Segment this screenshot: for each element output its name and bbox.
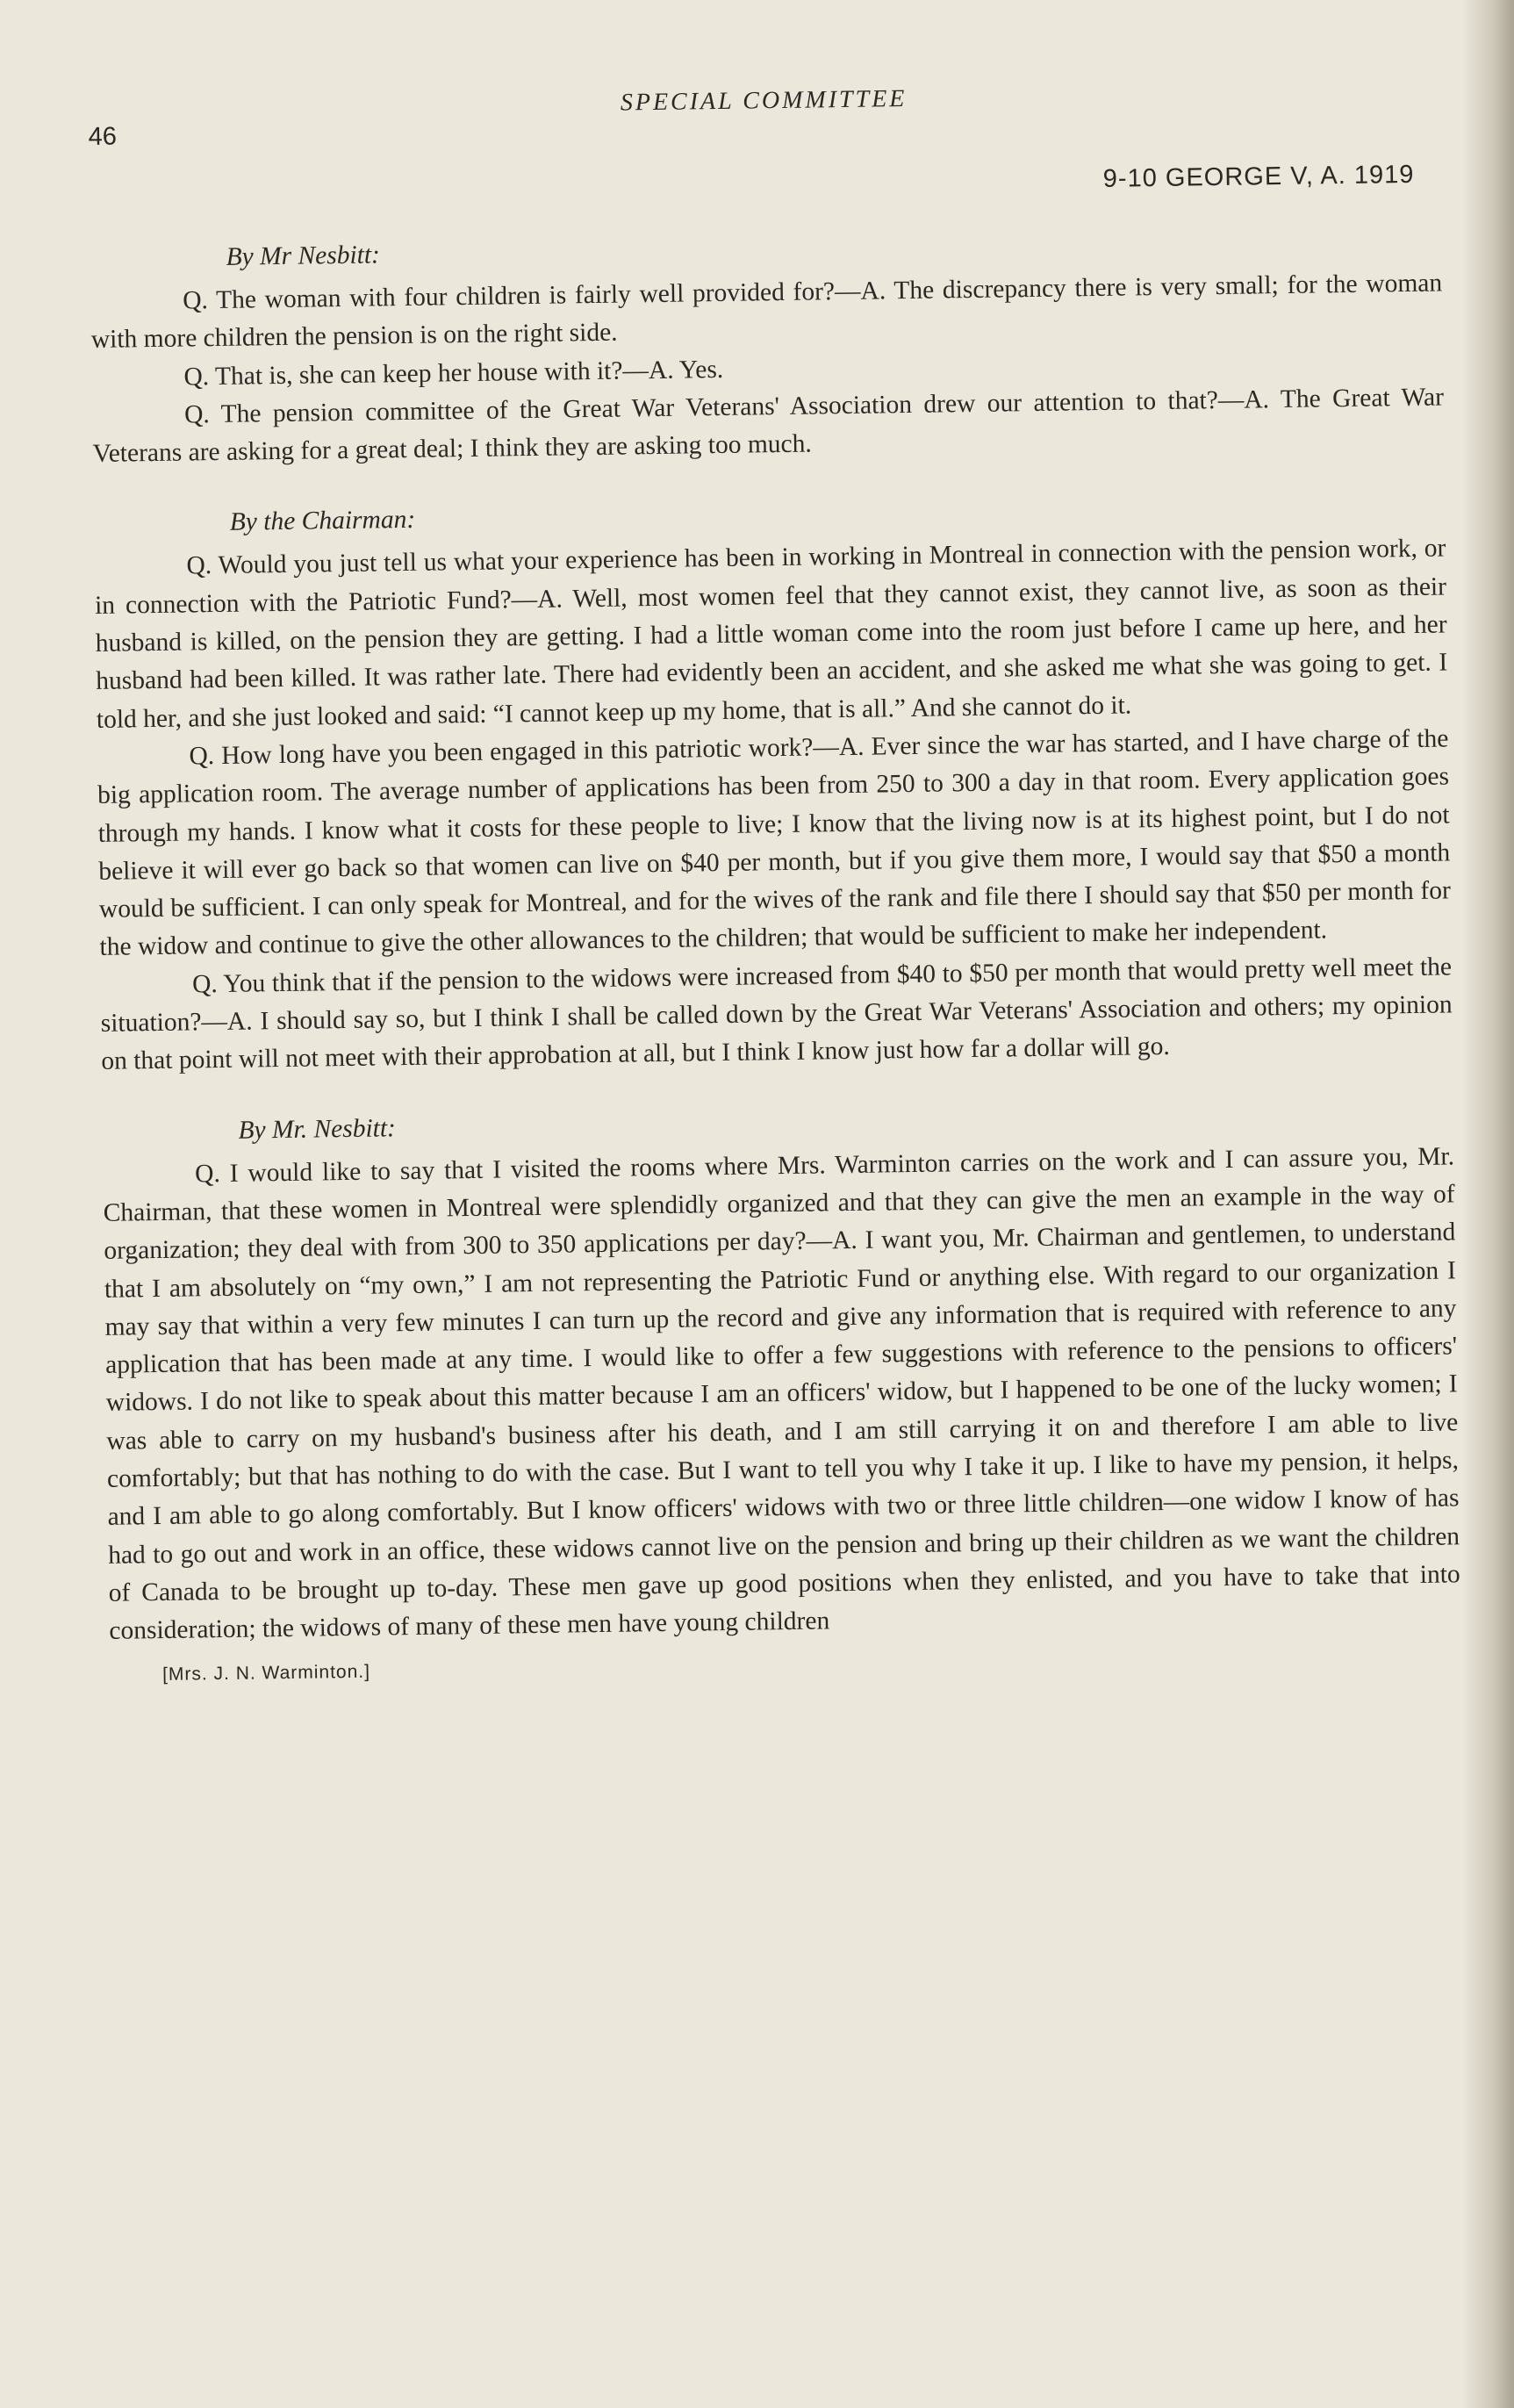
running-title: SPECIAL COMMITTEE [620,84,908,117]
page-header [88,77,1440,151]
paragraph: Q. The pension committee of the Great War Veterans' Association drew our attention to that?—A. The Great War Veterans are asking for a great deal; I think they are asking too much. [92,383,1445,469]
witness-attribution: [Mrs. J. N. Warminton.] [161,1661,371,1685]
section-nesbitt-2 [102,1094,1460,1650]
page-content [88,77,1461,1686]
speaker-heading: By Mr. Nesbitt: [238,1113,397,1145]
paragraph: Q. I would like to say that I visited the rooms where Mrs. Warminton carries on the work and I can assure you, Mr. Chairman, that these women in Montreal were splendidly organized and that they can give the men an example in the way of organization; they deal with from 300 to 350 applications per day?—A. I want you, Mr. Chairman and gentlemen, to understand that I am absolutely on “my own,” I am not representing the Patriotic Fund or anything else. With regard to our organization I may say that within a very few minutes I can turn up the record and give any information that is required with reference to any application that has been made at any time. I would like to offer a few suggestions with reference to the pensions to officers' widows. I do not like to speak about this matter because I am an officers' widow, but I happened to be one of the lucky women; I was able to carry on my husband's business after his death, and I am still carrying it on and therefore I am able to live comfortably; but that has nothing to do with the case. But I want to tell you why I take it up. I like to have my pension, it helps, and I am able to go along comfortably. But I know officers' widows with two or three little children—one widow I know of has had to go out and work in an office, these widows cannot live on the pension and bring up their children as we want the children of Canada to be brought up to-day. These men gave up good positions when they enlisted, and you have to take that into consideration; the widows of many of these men have young children [103,1142,1460,1646]
speaker-heading: By Mr Nesbitt: [226,241,381,271]
page-number: 46 [88,122,118,151]
page-edge-shadow [1461,0,1514,2408]
speaker-heading: By the Chairman: [229,506,416,537]
section-nesbitt-1 [90,220,1445,473]
paragraph: Q. You think that if the pension to the widows were increased from $40 to $50 per month that would pretty well meet the situation?—A. I should say so, but I think I shall be called down by the Great War Veterans' Association and others; my opinion on that point will not meet with their approbation at all, but I think I know just how far a dollar will go. [100,952,1453,1076]
section-chairman [93,486,1453,1082]
paragraph: Q. The woman with four children is fairly well provided for?—A. The discrepancy there is very small; for the woman with more children the pension is on the right side. [90,269,1443,355]
paragraph: Q. Would you just tell us what your experience has been in working in Montreal in connection with the pension work, or in connection with the Patriotic Fund?—A. Well, most women feel that they cannot exist, they cannot live, as soon as their husband is killed, on the pension they are getting. I had a little woman come into the room just before I came up here, and her husband had been killed. It was rather late. There had evidently been an accident, and she asked me what she was going to get. I told her, and she just looked and said: “I cannot keep up my home, that is all.” And she cannot do it. [94,534,1448,734]
paragraph: Q. How long have you been engaged in this patriotic work?—A. Ever since the war has started, and I have charge of the big application room. The average number of applications has been from 250 to 300 a day in that room. Every application goes through my hands. I know what it costs for these people to live; I know that the living now is at its highest point, but I do not believe it will ever go back so that women can live on $40 per month, but if you give them more, I would say that $50 a month would be sufficient. I can only speak for Montreal, and for the wives of the rank and file there I should say that $50 per month for the widow and continue to give the other allowances to the children; that would be sufficient to make her independent. [97,724,1452,962]
paragraph: Q. That is, she can keep her house with it?—A. Yes. [183,355,724,392]
session-label: 9-10 GEORGE V, A. 1919 [1102,160,1415,193]
